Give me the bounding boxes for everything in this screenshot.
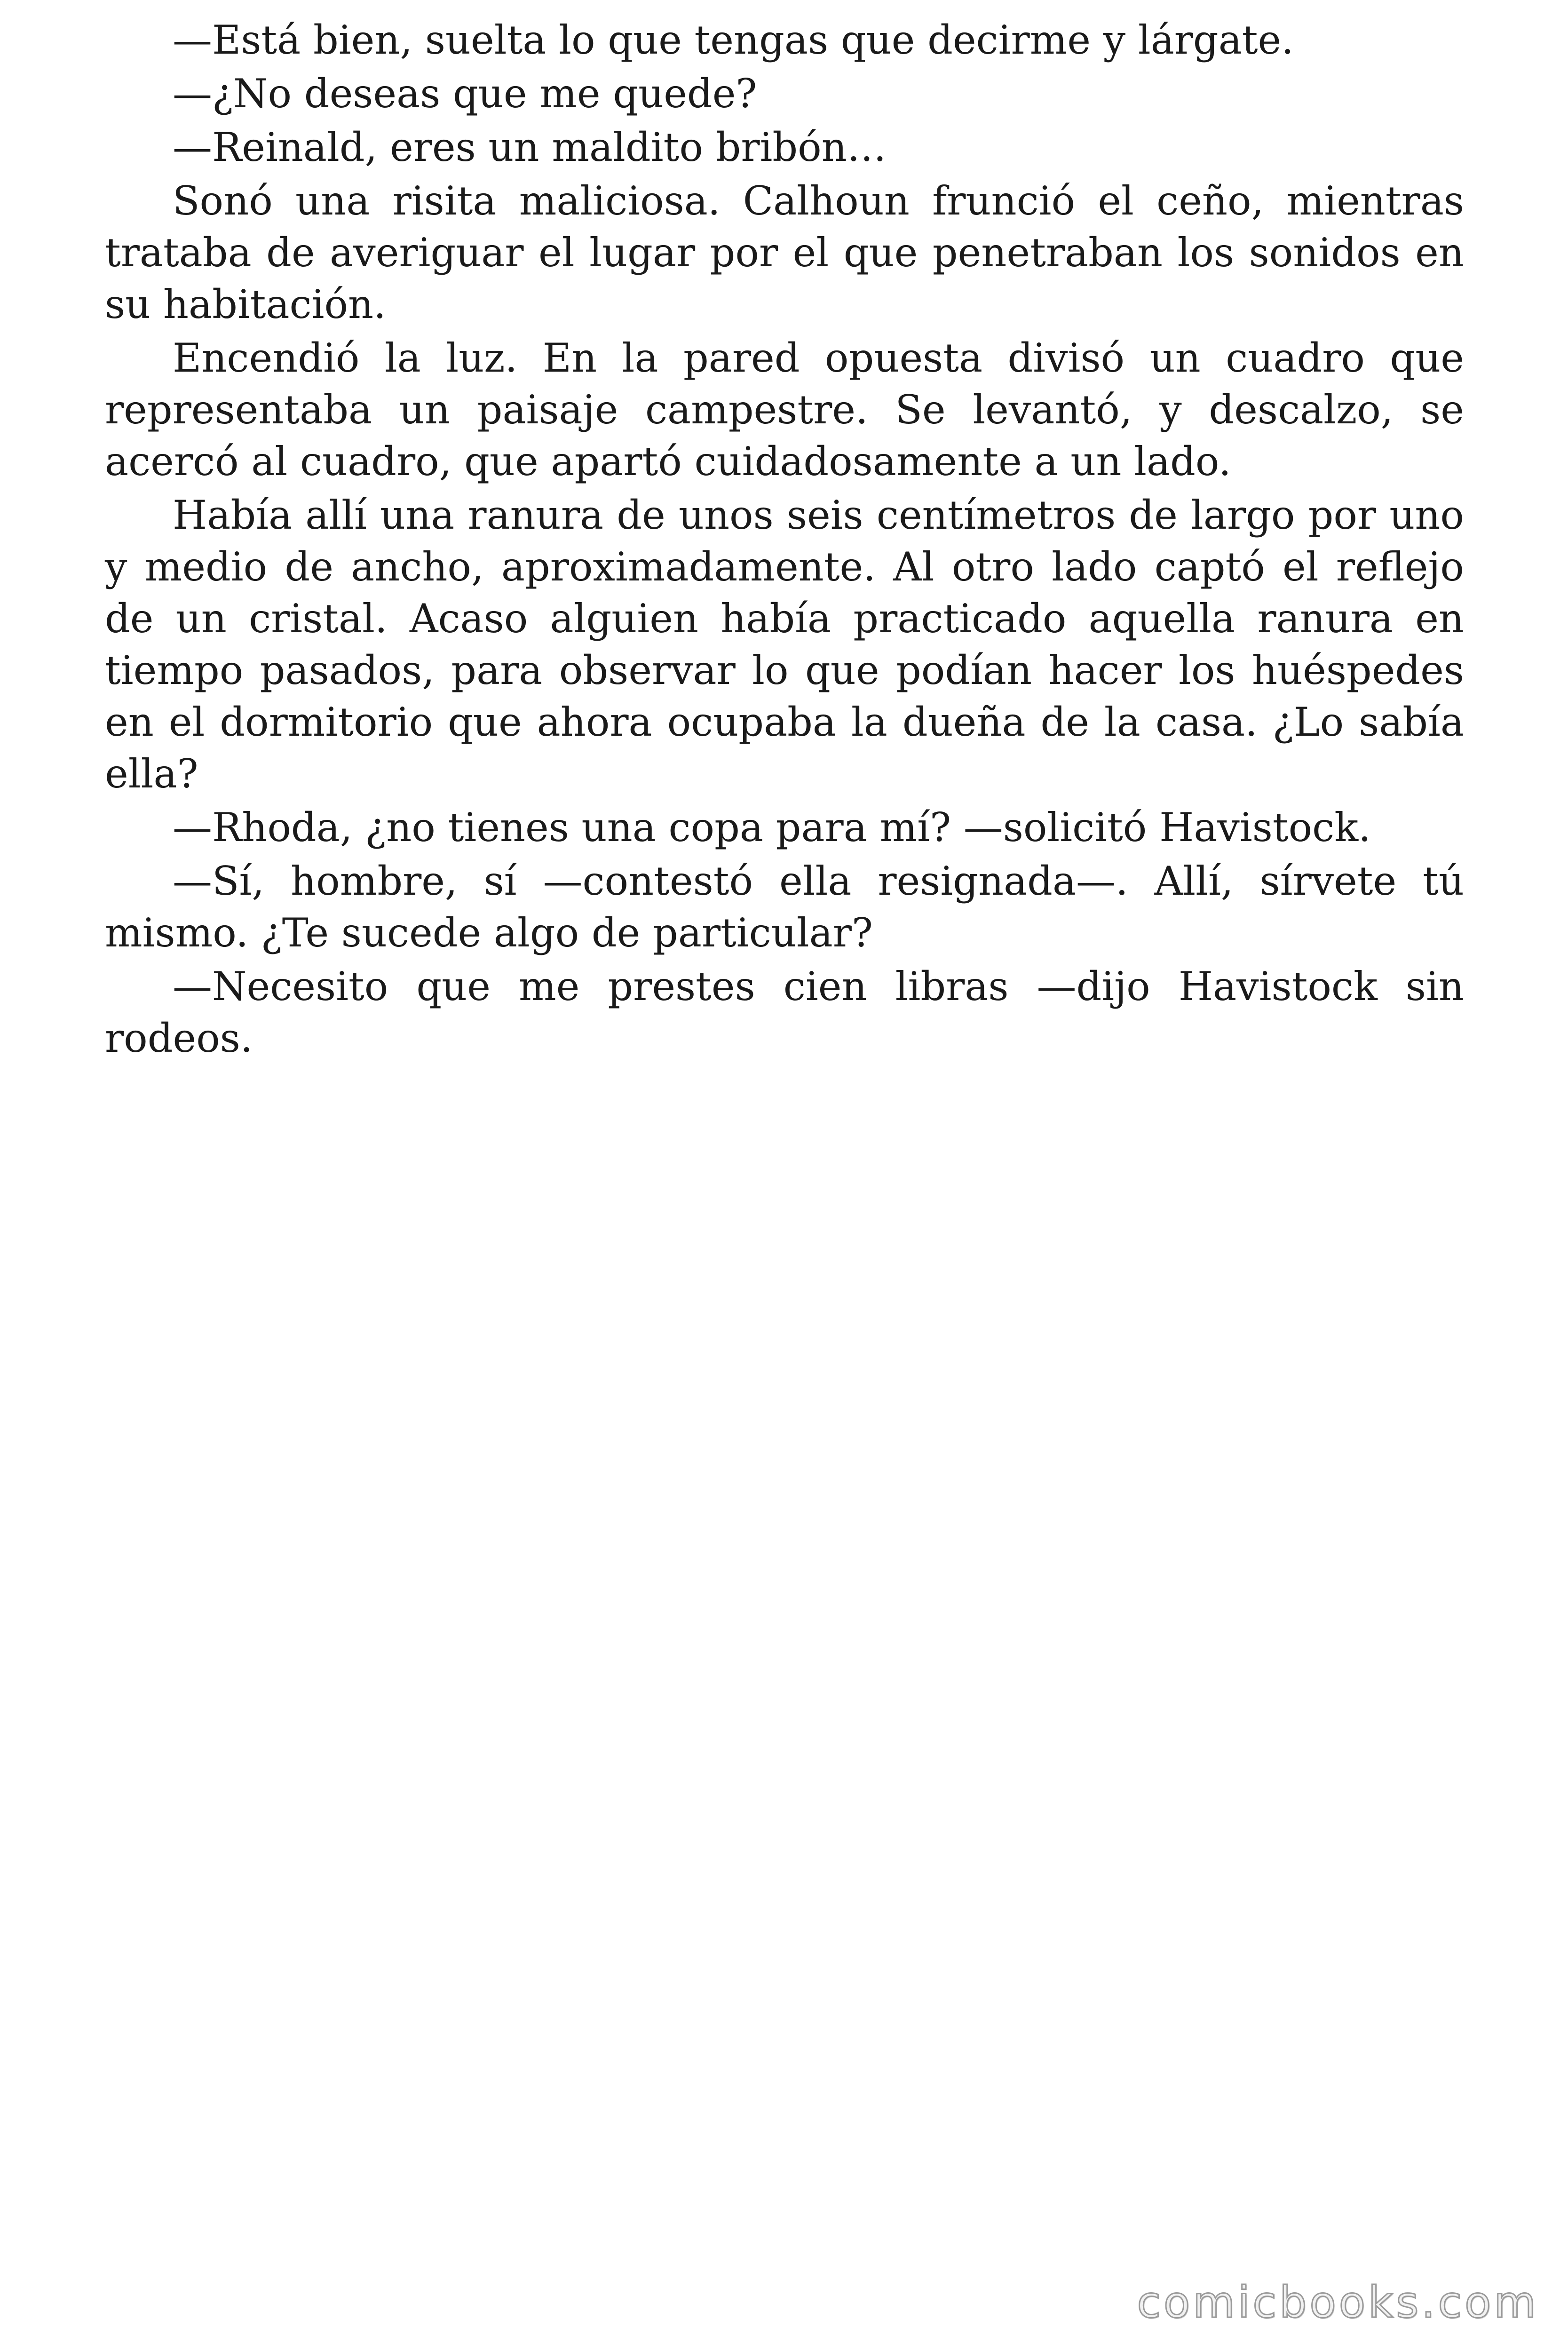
- paragraph: —Sí, hombre, sí —contestó ella resignada—. Allí, sírvete tú mismo. ¿Te sucede algo de particular?: [105, 858, 1464, 956]
- paragraph: Sonó una risita maliciosa. Calhoun frunció el ceño, mientras trataba de averiguar el lugar por el que penetraban los sonidos en su habitación.: [105, 178, 1464, 327]
- paragraph: Había allí una ranura de unos seis centímetros de largo por uno y medio de ancho, aproximadamente. Al otro lado captó el reflejo de un cristal. Acaso alguien había practicado aquella ranura en tiempo pasados, para observar lo que podían hacer los huéspedes en el dormitorio que ahora ocupaba la dueña de la casa. ¿Lo sabía ella?: [105, 492, 1464, 797]
- paragraph: —Necesito que me prestes cien libras —dijo Havistock sin rodeos.: [105, 963, 1464, 1061]
- paragraph: —Reinald, eres un maldito bribón…: [173, 124, 887, 170]
- page-body: [105, 14, 1464, 1066]
- paragraph: —Rhoda, ¿no tienes una copa para mí? —solicitó Havistock.: [173, 804, 1371, 850]
- paragraph: —Está bien, suelta lo que tengas que decirme y lárgate.: [173, 17, 1294, 63]
- paragraph: —¿No deseas que me quede?: [173, 71, 757, 117]
- paragraph: Encendió la luz. En la pared opuesta divisó un cuadro que representaba un paisaje campestre. Se levantó, y descalzo, se acercó al cuadro, que apartó cuidadosamente a un lado.: [105, 335, 1464, 485]
- watermark: comicbooks.com: [1137, 2277, 1539, 2328]
